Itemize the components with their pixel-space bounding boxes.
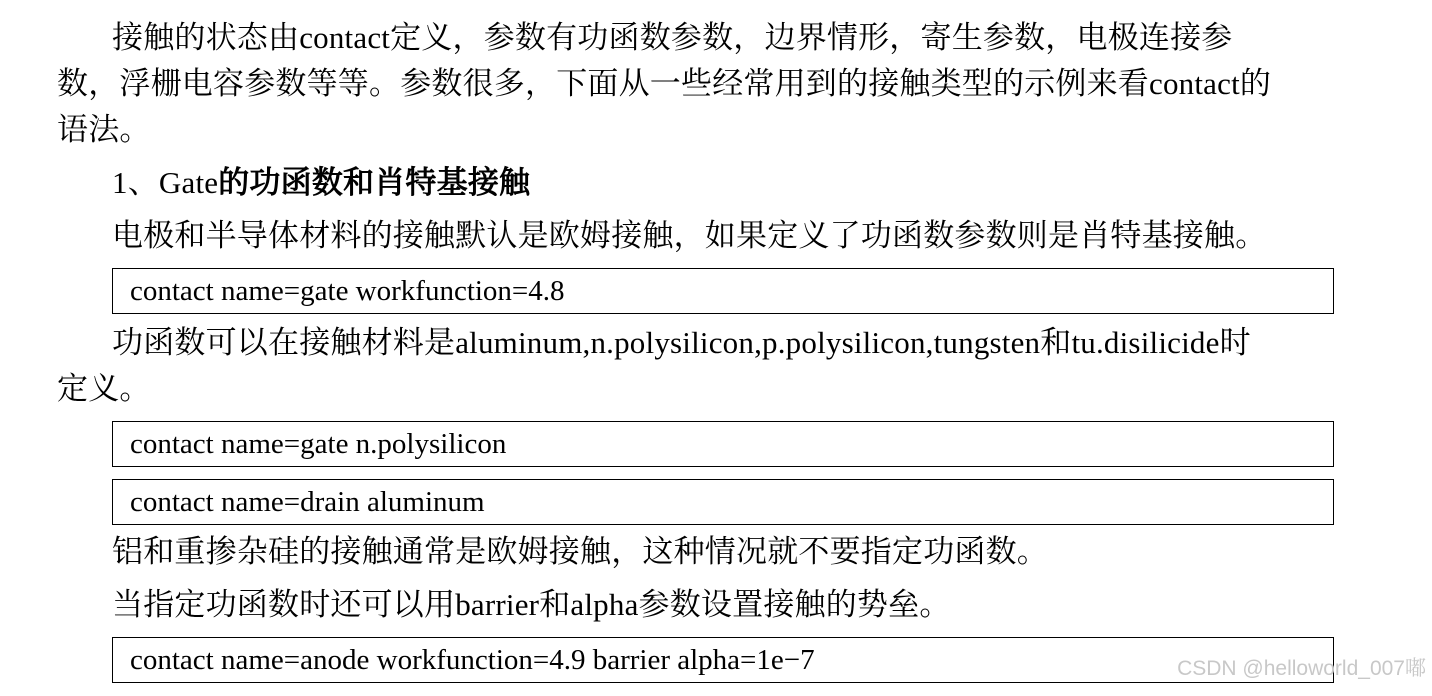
intro-paragraph-line-3: 语法。	[57, 112, 151, 147]
materials-paragraph-line-1: 功函数可以在接触材料是aluminum,n.polysilicon,p.polysilicon,tungsten和tu.disilicide时	[112, 325, 1251, 360]
materials-paragraph-line-2: 定义。	[57, 371, 151, 406]
code-block-workfunction	[112, 268, 1334, 314]
intro-paragraph-line-2: 数，浮栅电容参数等等。参数很多，下面从一些经常用到的接触类型的示例来看contact的	[57, 66, 1272, 101]
ohmic-schottky-description: 电极和半导体材料的接触默认是欧姆接触，如果定义了功函数参数则是肖特基接触。	[112, 218, 1267, 253]
csdn-watermark: CSDN @helloworld_007嘟	[1177, 657, 1426, 680]
code-line: contact name=drain aluminum	[130, 486, 485, 518]
section-heading	[112, 163, 530, 203]
intro-paragraph-line-1: 接触的状态由contact定义，参数有功函数参数，边界情形，寄生参数，电极连接参	[112, 20, 1233, 55]
ohmic-note: 铝和重掺杂硅的接触通常是欧姆接触，这种情况就不要指定功函数。	[112, 534, 1048, 569]
code-line: contact name=gate workfunction=4.8	[130, 275, 565, 307]
code-block-polysilicon	[112, 421, 1334, 467]
code-block-barrier	[112, 637, 1334, 683]
code-line: contact name=anode workfunction=4.9 barrier alpha=1e−7	[130, 644, 815, 676]
section-title: 的功函数和肖特基接触	[218, 165, 531, 200]
code-line: contact name=gate n.polysilicon	[130, 428, 507, 460]
barrier-note: 当指定功函数时还可以用barrier和alpha参数设置接触的势垒。	[112, 587, 951, 622]
section-number: 1、Gate	[112, 165, 219, 200]
code-block-aluminum	[112, 479, 1334, 525]
